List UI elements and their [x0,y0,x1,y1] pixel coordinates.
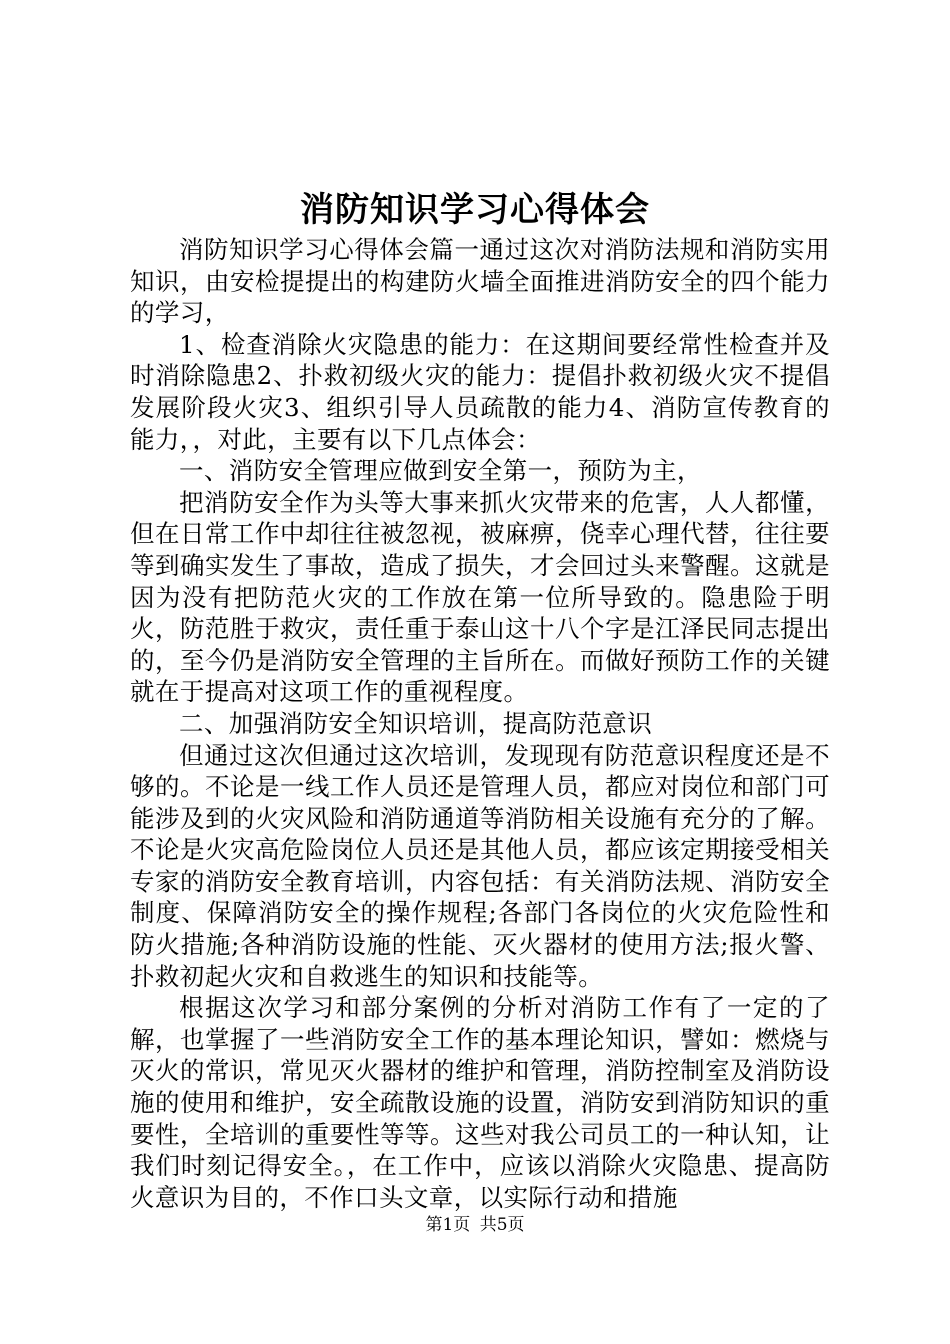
paragraph-abilities: 1、检查消除火灾隐患的能力：在这期间要经常性检查并及时消除隐患2、扑救初级火灾的能力：提倡扑救初级火灾不提倡发展阶段火灾3、组织引导人员疏散的能力4、消防宣传教育的能力，，对此，主要有以下几点体会： [130,329,830,454]
section-heading-2: 二、加强消防安全知识培训，提高防范意识 [179,708,653,738]
page-footer [0,1213,950,1237]
section-heading-1: 一、消防安全管理应做到安全第一，预防为主， [179,456,702,486]
paragraph-section-2: 但通过这次但通过这次培训，发现现有防范意识程度还是不够的。不论是一线工作人员还是管理人员，都应对岗位和部门可能涉及到的火灾风险和消防通道等消防相关设施有充分的了解。不论是火灾高危险岗位人员还是其他人员，都应该定期接受相关专家的消防安全教育培训，内容包括：有关消防法规、消防安全制度、保障消防安全的操作规程;各部门各岗位的火灾危险性和防火措施;各种消防设施的性能、灭火器材的使用方法;报火警、扑救初起火灾和自救逃生的知识和技能等。 [130,740,830,991]
page-number: 第1页 [425,1215,471,1235]
paragraph-intro: 消防知识学习心得体会篇一通过这次对消防法规和消防实用知识，由安检提提出的构建防火墙全面推进消防安全的四个能力的学习， [130,235,830,328]
document-body [130,234,830,1213]
page-total: 共5页 [479,1215,525,1235]
paragraph-summary: 根据这次学习和部分案例的分析对消防工作有了一定的了解，也掌握了一些消防安全工作的基本理论知识，譬如：燃烧与灭火的常识，常见灭火器材的维护和管理，消防控制室及消防设施的使用和维护，安全疏散设施的设置，消防安到消防知识的重要性，全培训的重要性等等。这些对我公司员工的一种认知，让我们时刻记得安全。，在工作中，应该以消除火灾隐患、提高防火意识为目的，不作口头文章，以实际行动和措施 [130,993,830,1212]
document-title: 消防知识学习心得体会 [300,190,650,230]
paragraph-section-1: 把消防安全作为头等大事来抓火灾带来的危害，人人都懂，但在日常工作中却往往被忽视，被麻痹，侥幸心理代替，往往要等到确实发生了事故，造成了损失，才会回过头来警醒。这就是因为没有把防范火灾的工作放在第一位所导致的。隐患险于明火，防范胜于救灾，责任重于泰山这十八个字是江泽民同志提出的，至今仍是消防安全管理的主旨所在。而做好预防工作的关键就在于提高对这项工作的重视程度。 [130,487,830,707]
